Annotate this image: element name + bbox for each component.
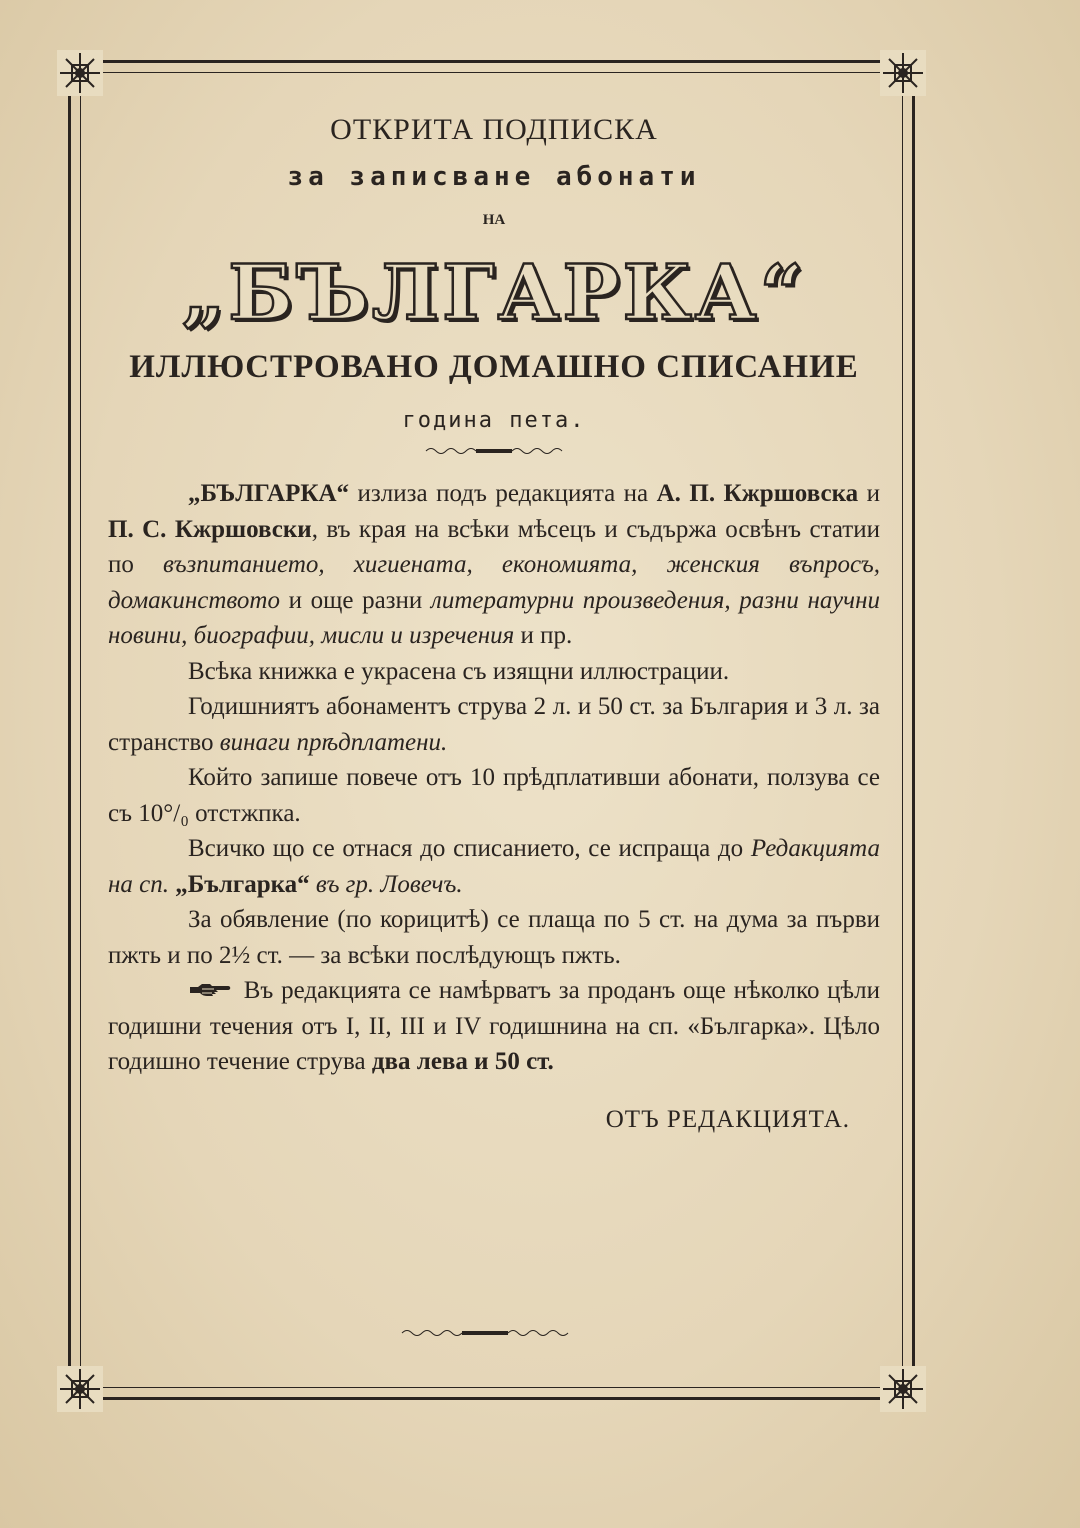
announcement-body (108, 476, 880, 1080)
price-text: два лева и 50 ст. (371, 1048, 554, 1075)
paragraph-discount: Който запише повече отъ 10 прѣдплативши абонати, ползува се съ 10°/₀ отстжпка. (108, 764, 880, 827)
text-span: Въ редакцията се намѣрватъ за проданъ още нѣколко цѣли годишни течения отъ I, II, III и IV годишнина на сп. «Българка». Цѣло годишно течение струва (108, 977, 880, 1075)
editor-name: П. С. Кжршовски (108, 515, 312, 543)
paragraph-description (108, 476, 880, 654)
topics-list: литературни произведения, разни научни новини, биографии, мисли и изречения (108, 586, 880, 649)
pointing-hand-icon (188, 981, 236, 1003)
corner-ornament-icon (57, 1366, 103, 1412)
text-span: , въ края на всѣки мѣсецъ и съдържа освѣнъ статии по (108, 515, 880, 578)
ornament-divider-icon (108, 444, 880, 458)
paragraph-back-issues (108, 973, 880, 1080)
subscription-subheading: за записване абонати (287, 162, 701, 192)
preposition-label: НА (482, 212, 506, 228)
corner-ornament-icon (880, 1366, 926, 1412)
prepaid-note: винаги прѣдплатени. (219, 728, 448, 756)
text-span: и още разни (279, 586, 431, 614)
paragraph-ad-rates: За обявление (по корицитѣ) се плаща по 5 ст. на дума за първи пжть и по 2½ ст. — за всѣки послѣдующъ пжть. (108, 906, 880, 969)
corner-ornament-icon (880, 50, 926, 96)
magazine-name-inline: „Българка“ (169, 870, 316, 898)
address-text: Редакцията на сп. (108, 835, 880, 898)
signature: ОТЪ РЕДАКЦИЯТА. (605, 1105, 850, 1133)
magazine-description: ИЛЛЮСТРОВАНО ДОМАШНО СПИСАНИЕ (129, 349, 859, 385)
text-span: излиза подъ редакцията на (349, 480, 657, 507)
ornament-divider-icon (400, 1325, 570, 1344)
magazine-name-inline: „БЪЛГАРКА“ (188, 480, 350, 507)
corner-ornament-icon (57, 50, 103, 96)
text-span: Всичко що се отнася до списанието, се испраща до (188, 835, 751, 862)
magazine-title: „БЪЛГАРКА“ (181, 248, 807, 337)
advertisement-content (108, 100, 880, 1134)
magazine-year: година пета. (402, 408, 586, 433)
subscription-heading: ОТКРИТА ПОДПИСКА (330, 113, 658, 146)
address-text: въ гр. Ловечъ. (315, 870, 463, 898)
topics-list: възпитанието, хигиената, економията, женския въпросъ, домакинството (108, 551, 881, 614)
editor-name: А. П. Кжршовска (656, 480, 859, 507)
text-span: и пр. (514, 622, 573, 649)
text-span: и (858, 480, 880, 507)
paragraph-address (108, 831, 880, 902)
paragraph-price (108, 689, 880, 760)
paragraph-illustrations: Всѣка книжка е украсена съ изящни иллюстрации. (188, 657, 730, 685)
text-span: Годишниятъ абонаментъ струва 2 л. и 50 ст. за България и 3 л. за странство (108, 693, 880, 756)
